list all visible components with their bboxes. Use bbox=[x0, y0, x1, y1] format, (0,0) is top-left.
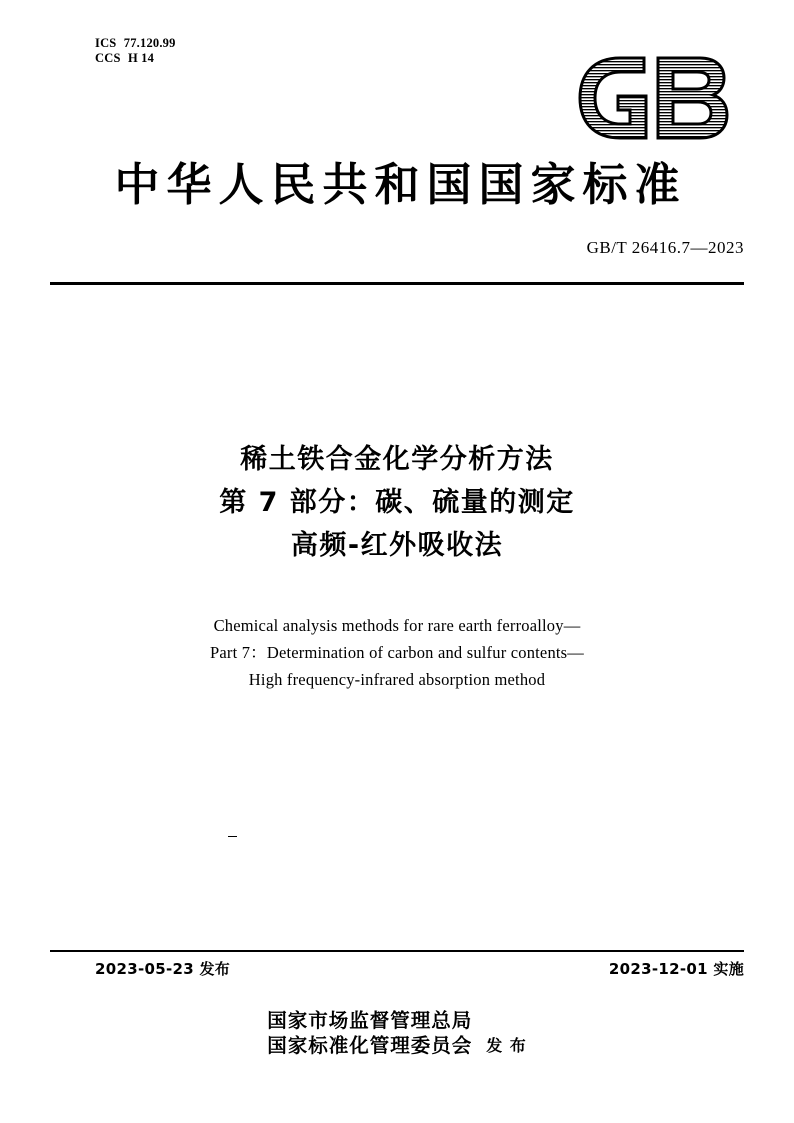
ccs-value: H 14 bbox=[127, 51, 155, 65]
issuer-line-2: 国家标准化管理委员会 bbox=[267, 1034, 473, 1057]
chinese-title bbox=[0, 438, 794, 567]
ics-label: ICS bbox=[95, 36, 117, 50]
gb-emblem-icon bbox=[574, 52, 742, 144]
registration-tick-mark bbox=[228, 836, 237, 837]
divider-bottom bbox=[50, 950, 744, 952]
english-title bbox=[0, 612, 794, 693]
publish-label: 发 布 bbox=[486, 1036, 527, 1055]
chinese-title-line-2: 第 7 部分：碳、硫量的测定 bbox=[219, 487, 575, 518]
ics-code-row bbox=[95, 36, 176, 51]
issue-date: 2023-05-23 发布 bbox=[95, 960, 231, 978]
standard-number: GB/T 26416.7—2023 bbox=[586, 238, 744, 257]
ics-value: 77.120.99 bbox=[123, 36, 176, 50]
issuer-names bbox=[267, 1008, 472, 1058]
issuing-authority bbox=[0, 1008, 794, 1058]
english-title-line-2: Part 7：Determination of carbon and sulfur contents— bbox=[209, 643, 585, 662]
ccs-code-row bbox=[95, 51, 176, 66]
chinese-title-line-3: 高频-红外吸收法 bbox=[290, 530, 504, 561]
page-title: 中华人民共和国国家标准 bbox=[114, 158, 687, 211]
divider-top bbox=[50, 282, 744, 285]
classification-codes bbox=[95, 36, 176, 66]
issuer-line-1: 国家市场监督管理总局 bbox=[267, 1009, 473, 1032]
english-title-line-3: High frequency-infrared absorption method bbox=[248, 670, 546, 689]
implementation-date: 2023-12-01 实施 bbox=[608, 960, 744, 978]
chinese-title-line-1: 稀土铁合金化学分析方法 bbox=[240, 444, 554, 475]
ccs-label: CCS bbox=[95, 51, 121, 65]
english-title-line-1: Chemical analysis methods for rare earth ferroalloy— bbox=[213, 616, 581, 635]
